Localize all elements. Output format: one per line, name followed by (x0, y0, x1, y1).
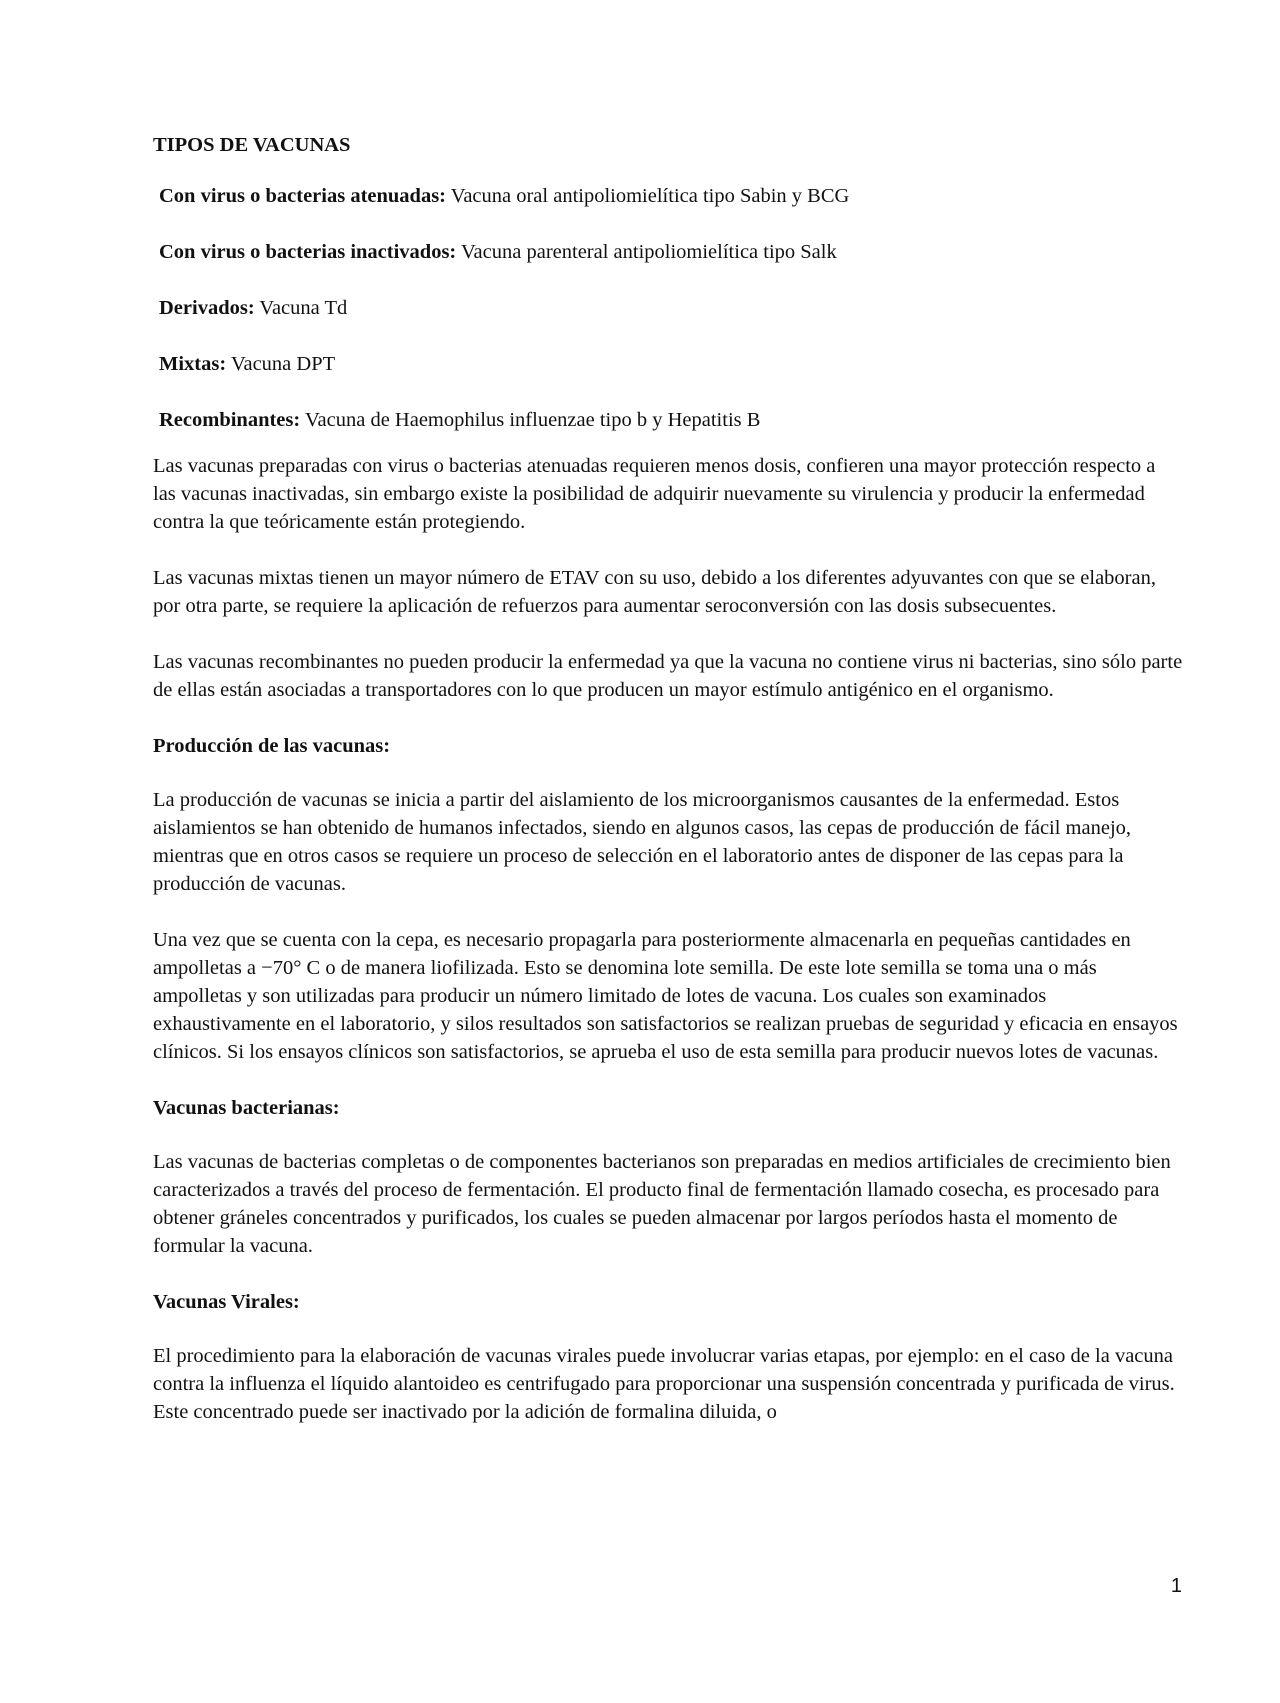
section-heading-bacterianas: Vacunas bacterianas: (153, 1097, 340, 1119)
vaccine-type-item (159, 238, 1183, 266)
section-paragraph: Una vez que se cuenta con la cepa, es necesario propagarla para posteriormente almacenarla en pequeñas cantidades en ampolletas a −70° C o de manera liofilizada. Esto se denomina lote semilla. De este lote semilla se toma una o más ampolletas y son utilizadas para producir un número limitado de lotes de vacuna. Los cuales son examinados exhaustivamente en el laboratorio, y silos resultados son satisfactorios se realizan pruebas de seguridad y eficacia en ensayos clínicos. Si los ensayos clínicos son satisfactorios, se aprueba el uso de esta semilla para producir nuevos lotes de vacunas. (153, 929, 1178, 1063)
section-heading-produccion: Producción de las vacunas: (153, 735, 391, 757)
vaccine-type-term: Con virus o bacterias inactivados: (159, 241, 457, 263)
section-paragraph: El procedimiento para la elaboración de vacunas virales puede involucrar varias etapas, por ejemplo: en el caso de la vacuna contra la influenza el líquido alantoideo es centrifugado para proporcionar una suspensión concentrada y purificada de virus. Este concentrado puede ser inactivado por la adición de formalina diluida, o (153, 1345, 1175, 1423)
vaccine-type-value: Vacuna Td (259, 297, 348, 319)
document-title: TIPOS DE VACUNAS (153, 134, 351, 156)
vaccine-type-term: Derivados: (159, 297, 255, 319)
document-body (153, 131, 1183, 1454)
vaccine-type-item (159, 294, 1183, 322)
section-paragraph: Las vacunas de bacterias completas o de componentes bacterianos son preparadas en medios artificiales de crecimiento bien caracterizados a través del proceso de fermentación. El producto final de fermentación llamado cosecha, es procesado para obtener gráneles concentrados y purificados, los cuales se pueden almacenar por largos períodos hasta el momento de formular la vacuna. (153, 1151, 1171, 1257)
vaccine-type-item (159, 182, 1183, 210)
intro-paragraph: Las vacunas recombinantes no pueden producir la enfermedad ya que la vacuna no contiene virus ni bacterias, sino sólo parte de ellas están asociadas a transportadores con lo que producen un mayor estímulo antigénico en el organismo. (153, 651, 1183, 701)
intro-paragraph: Las vacunas preparadas con virus o bacterias atenuadas requieren menos dosis, confieren una mayor protección respecto a las vacunas inactivadas, sin embargo existe la posibilidad de adquirir nuevamente su virulencia y producir la enfermedad contra la que teóricamente están protegiendo. (153, 455, 1156, 533)
vaccine-type-term: Recombinantes: (159, 409, 301, 431)
section-heading-virales: Vacunas Virales: (153, 1291, 300, 1313)
vaccine-types-list (153, 182, 1183, 434)
vaccine-type-value: Vacuna oral antipoliomielítica tipo Sabin y BCG (450, 185, 850, 207)
vaccine-type-value: Vacuna parenteral antipoliomielítica tipo Salk (461, 241, 837, 263)
section-paragraph: La producción de vacunas se inicia a partir del aislamiento de los microorganismos causantes de la enfermedad. Estos aislamientos se han obtenido de humanos infectados, siendo en algunos casos, las cepas de producción de fácil manejo, mientras que en otros casos se requiere un proceso de selección en el laboratorio antes de disponer de las cepas para la producción de vacunas. (153, 789, 1132, 895)
vaccine-type-item (159, 350, 1183, 378)
vaccine-type-term: Con virus o bacterias atenuadas: (159, 185, 447, 207)
intro-paragraph: Las vacunas mixtas tienen un mayor número de ETAV con su uso, debido a los diferentes adyuvantes con que se elaboran, por otra parte, se requiere la aplicación de refuerzos para aumentar seroconversión con las dosis subsecuentes. (153, 567, 1156, 617)
page-number: 1 (1170, 1575, 1182, 1597)
vaccine-type-term: Mixtas: (159, 353, 227, 375)
vaccine-type-value: Vacuna DPT (230, 353, 336, 375)
vaccine-type-value: Vacuna de Haemophilus influenzae tipo b y Hepatitis B (304, 409, 761, 431)
vaccine-type-item (159, 406, 1183, 434)
